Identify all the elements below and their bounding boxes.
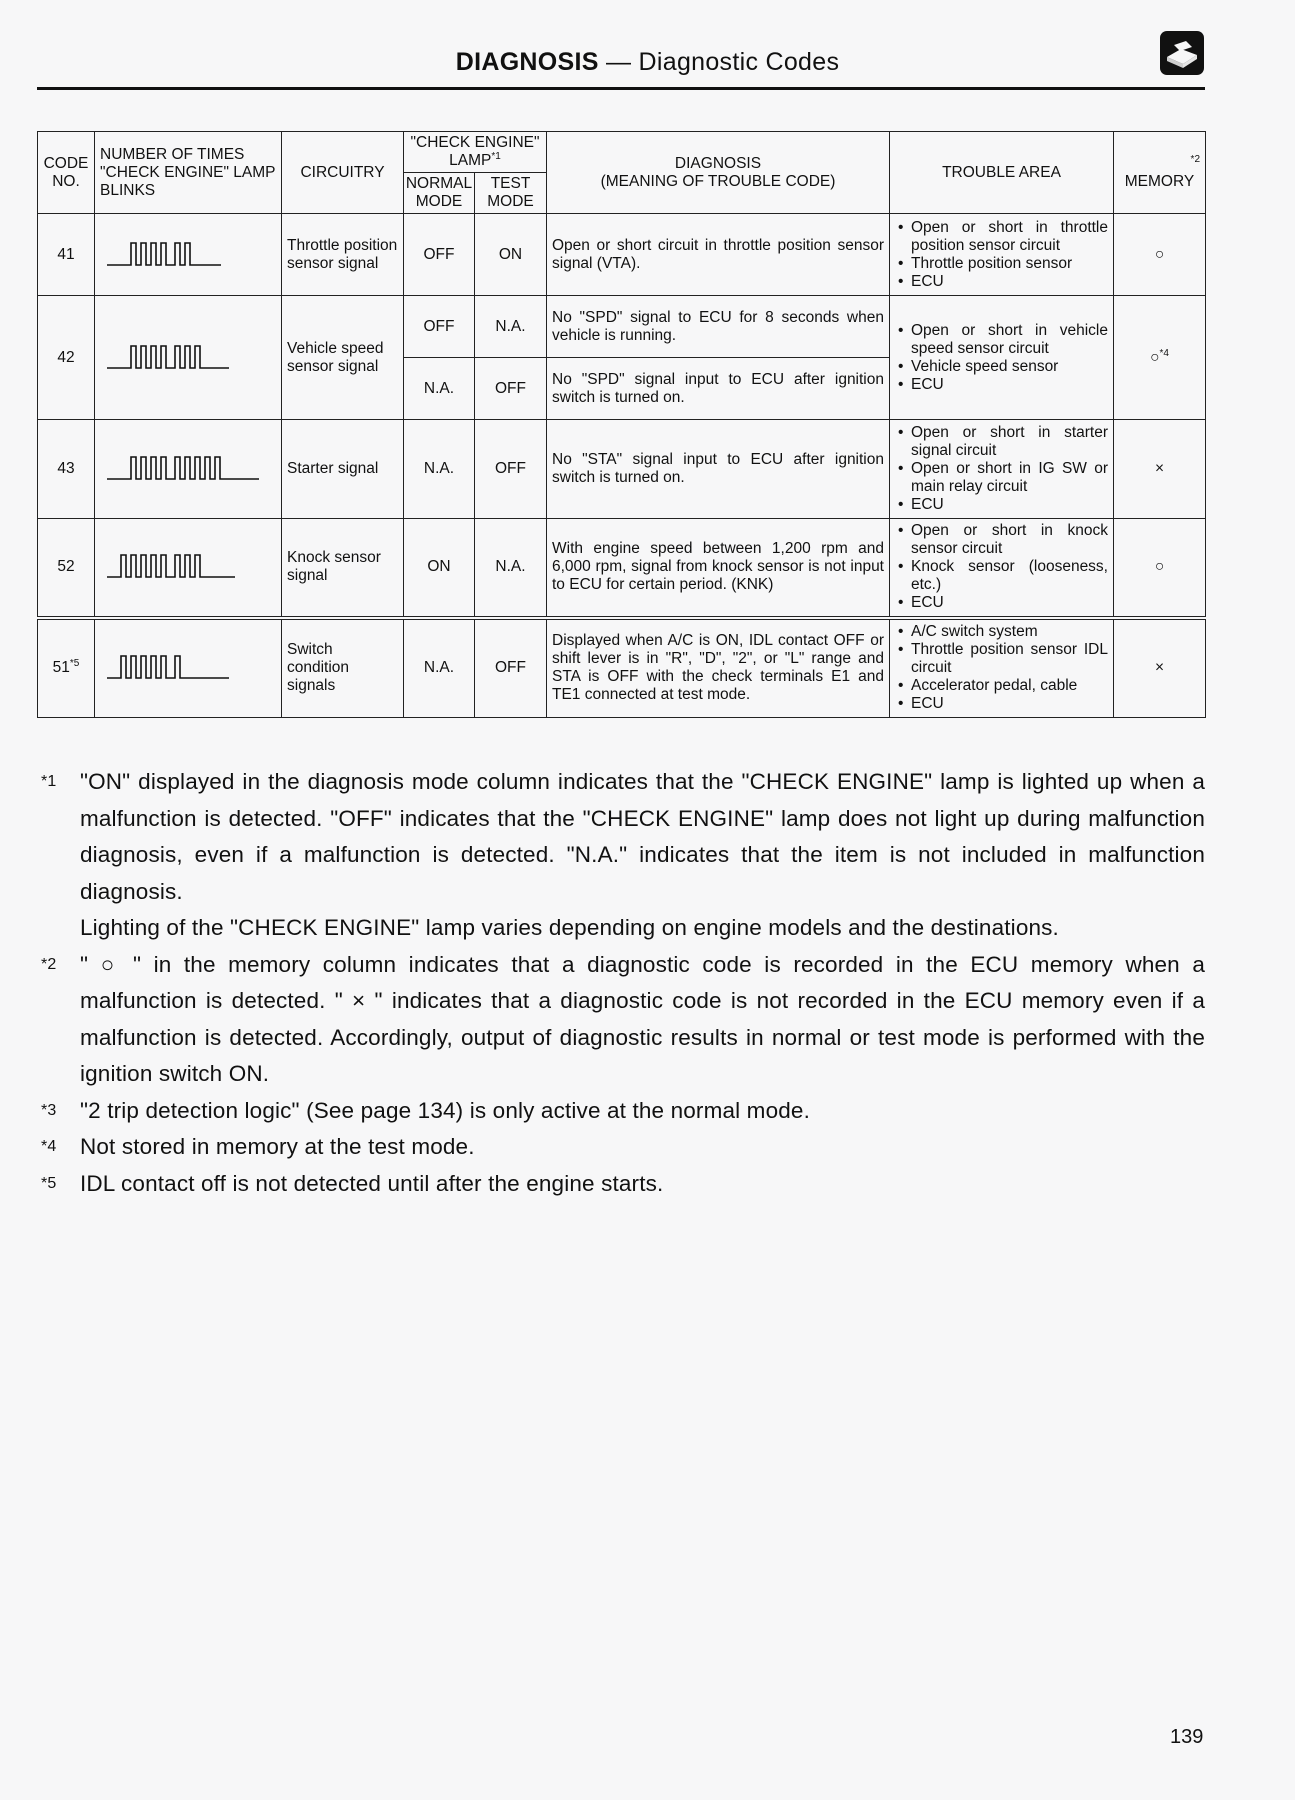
footnote-1 [37, 764, 1205, 910]
trouble-item: • Open or short in throttle position sensor circuit [895, 219, 1108, 255]
trouble-area-cell [890, 420, 1114, 519]
normal-mode-cell: OFF [404, 296, 475, 358]
trouble-item: • ECU [895, 376, 1108, 394]
code-cell: 42 [38, 296, 95, 420]
table-row-52 [38, 519, 1206, 618]
trouble-item: • ECU [895, 695, 1108, 713]
footnote-5 [37, 1166, 1205, 1203]
col-blinks: NUMBER OF TIMES "CHECK ENGINE" LAMP BLINKS [95, 132, 282, 214]
blink-pattern-52 [95, 519, 282, 618]
memory-cell [1114, 296, 1206, 420]
footnote-mark: *5 [41, 1174, 57, 1192]
footnote-mark: *4 [41, 1138, 57, 1155]
table-row-41 [38, 214, 1206, 296]
trouble-area-cell [890, 618, 1114, 718]
code-cell: 52 [38, 519, 95, 618]
code-note-mark: *5 [69, 658, 80, 670]
footnotes [37, 764, 1205, 1202]
diagnosis-label: DIAGNOSIS [674, 154, 762, 172]
memory-note-mark: *4 [1159, 347, 1169, 359]
page-number: 139 [1170, 1726, 1204, 1748]
circuitry-cell: Vehicle speed sensor signal [282, 296, 404, 420]
blink-waveform [99, 235, 276, 275]
test-mode-cell: OFF [475, 358, 547, 420]
footnote-2 [37, 947, 1205, 1093]
blink-waveform [99, 449, 276, 489]
trouble-area-cell [890, 519, 1114, 618]
footnote-text: "2 trip detection logic" (See page 134) is only active at the normal mode. [80, 1097, 810, 1123]
blink-pattern-43 [95, 420, 282, 519]
test-mode-cell: N.A. [475, 296, 547, 358]
blink-waveform [99, 547, 276, 587]
col-normal-mode: NORMAL MODE [404, 173, 475, 214]
footnote-mark: *3 [41, 1101, 57, 1119]
col-circuitry: CIRCUITRY [282, 132, 404, 214]
title-bold: DIAGNOSIS [455, 48, 599, 76]
blink-pattern-42 [95, 296, 282, 420]
trouble-item: • Throttle position sensor IDL circuit [895, 641, 1108, 677]
footnote-text: " ○ " in the memory column indicates that a diagnostic code is recorded in the ECU memory when a malfunction is detected. " × " indicates that a diagnostic code is not recorded in the ECU memory even if a malfunction is detected. Accordingly, output of diagnostic results in normal or test mode is performed with the ignition switch ON. [80, 951, 1205, 1086]
trouble-item: • ECU [895, 594, 1108, 612]
footnote-text: IDL contact off is not detected until after the engine starts. [80, 1170, 664, 1196]
trouble-item: • ECU [895, 496, 1108, 514]
trouble-item: • Open or short in IG SW or main relay circuit [895, 460, 1108, 496]
test-mode-cell: OFF [475, 420, 547, 519]
col-lamp [404, 132, 547, 173]
circuitry-cell: Throttle position sensor signal [282, 214, 404, 296]
blink-waveform [99, 648, 276, 688]
memory-mark: *2 [1190, 153, 1200, 165]
trouble-area-cell [890, 214, 1114, 296]
lamp-mark: *1 [491, 150, 501, 162]
col-memory [1114, 132, 1206, 214]
diagnosis-cell: With engine speed between 1,200 rpm and 6,000 rpm, signal from knock sensor is not input to ECU for certain period. (KNK) [547, 519, 890, 618]
footnote-text: "ON" displayed in the diagnosis mode column indicates that the "CHECK ENGINE" lamp is lighted up when a malfunction is detected. "OFF" indicates that the "CHECK ENGINE" lamp does not light up during malfunction diagnosis, even if a malfunction is detected. "N.A." indicates that the item is not included in malfunction diagnosis. [80, 769, 1205, 904]
diagnosis-cell: Displayed when A/C is ON, IDL contact OFF or shift lever is in "R", "D", "2", or "L" range and STA is OFF with the check terminals E1 and TE1 connected at test mode. [547, 618, 890, 718]
circuitry-cell: Starter signal [282, 420, 404, 519]
trouble-item: • ECU [895, 273, 1108, 291]
footnote-mark: *2 [41, 955, 57, 973]
blink-waveform [99, 338, 276, 378]
trouble-item: • Open or short in starter signal circuit [895, 424, 1108, 460]
trouble-item: • Open or short in knock sensor circuit [895, 522, 1108, 558]
trouble-item: • Open or short in vehicle speed sensor circuit [895, 322, 1108, 358]
code-cell [38, 618, 95, 718]
normal-mode-cell: ON [404, 519, 475, 618]
diagnosis-sub: (MEANING OF TROUBLE CODE) [600, 172, 836, 190]
col-trouble-area: TROUBLE AREA [890, 132, 1114, 214]
memory-value: ○ [1150, 348, 1160, 366]
col-code-no: CODE NO. [38, 132, 95, 214]
header-row [38, 132, 1206, 173]
trouble-item: • A/C switch system [895, 623, 1108, 641]
memory-cell: ○ [1114, 519, 1206, 618]
test-mode-cell: OFF [475, 618, 547, 718]
footnote-text: Not stored in memory at the test mode. [80, 1134, 475, 1159]
book-icon [1159, 30, 1205, 76]
circuitry-cell: Knock sensor signal [282, 519, 404, 618]
diagnostic-codes-table [37, 131, 1206, 718]
title-rest: — Diagnostic Codes [598, 48, 840, 76]
test-mode-cell: ON [475, 214, 547, 296]
diagnosis-cell: No "SPD" signal to ECU for 8 seconds when vehicle is running. [547, 296, 890, 358]
circuitry-cell: Switch condition signals [282, 618, 404, 718]
footnote-4 [37, 1129, 1205, 1166]
lamp-label: "CHECK ENGINE" LAMP [410, 134, 540, 169]
footnote-1-continued: Lighting of the "CHECK ENGINE" lamp varies depending on engine models and the destinations. [80, 915, 1059, 940]
col-test-mode: TEST MODE [475, 173, 547, 214]
diagnosis-cell: No "SPD" signal input to ECU after ignition switch is turned on. [547, 358, 890, 420]
trouble-item: • Knock sensor (looseness, etc.) [895, 558, 1108, 594]
page-title [0, 48, 1295, 77]
header-rule [37, 87, 1205, 90]
trouble-area-cell [890, 296, 1114, 420]
memory-label: MEMORY [1124, 172, 1195, 190]
diagnosis-cell: No "STA" signal input to ECU after ignition switch is turned on. [547, 420, 890, 519]
table-row-51 [38, 618, 1206, 718]
diagnosis-cell: Open or short circuit in throttle position sensor signal (VTA). [547, 214, 890, 296]
trouble-item: • Accelerator pedal, cable [895, 677, 1108, 695]
memory-cell: × [1114, 618, 1206, 718]
footnote-mark: *1 [41, 773, 57, 790]
table-row-43 [38, 420, 1206, 519]
normal-mode-cell: N.A. [404, 358, 475, 420]
trouble-item: • Vehicle speed sensor [895, 358, 1108, 376]
normal-mode-cell: N.A. [404, 618, 475, 718]
blink-pattern-41 [95, 214, 282, 296]
trouble-item: • Throttle position sensor [895, 255, 1108, 273]
code-cell: 41 [38, 214, 95, 296]
code-cell: 43 [38, 420, 95, 519]
blink-pattern-51 [95, 618, 282, 718]
memory-cell: × [1114, 420, 1206, 519]
footnote-3 [37, 1093, 1205, 1130]
normal-mode-cell: OFF [404, 214, 475, 296]
table-row-42 [38, 296, 1206, 358]
test-mode-cell: N.A. [475, 519, 547, 618]
code-value: 51 [52, 659, 70, 677]
col-diagnosis [547, 132, 890, 214]
memory-cell: ○ [1114, 214, 1206, 296]
normal-mode-cell: N.A. [404, 420, 475, 519]
